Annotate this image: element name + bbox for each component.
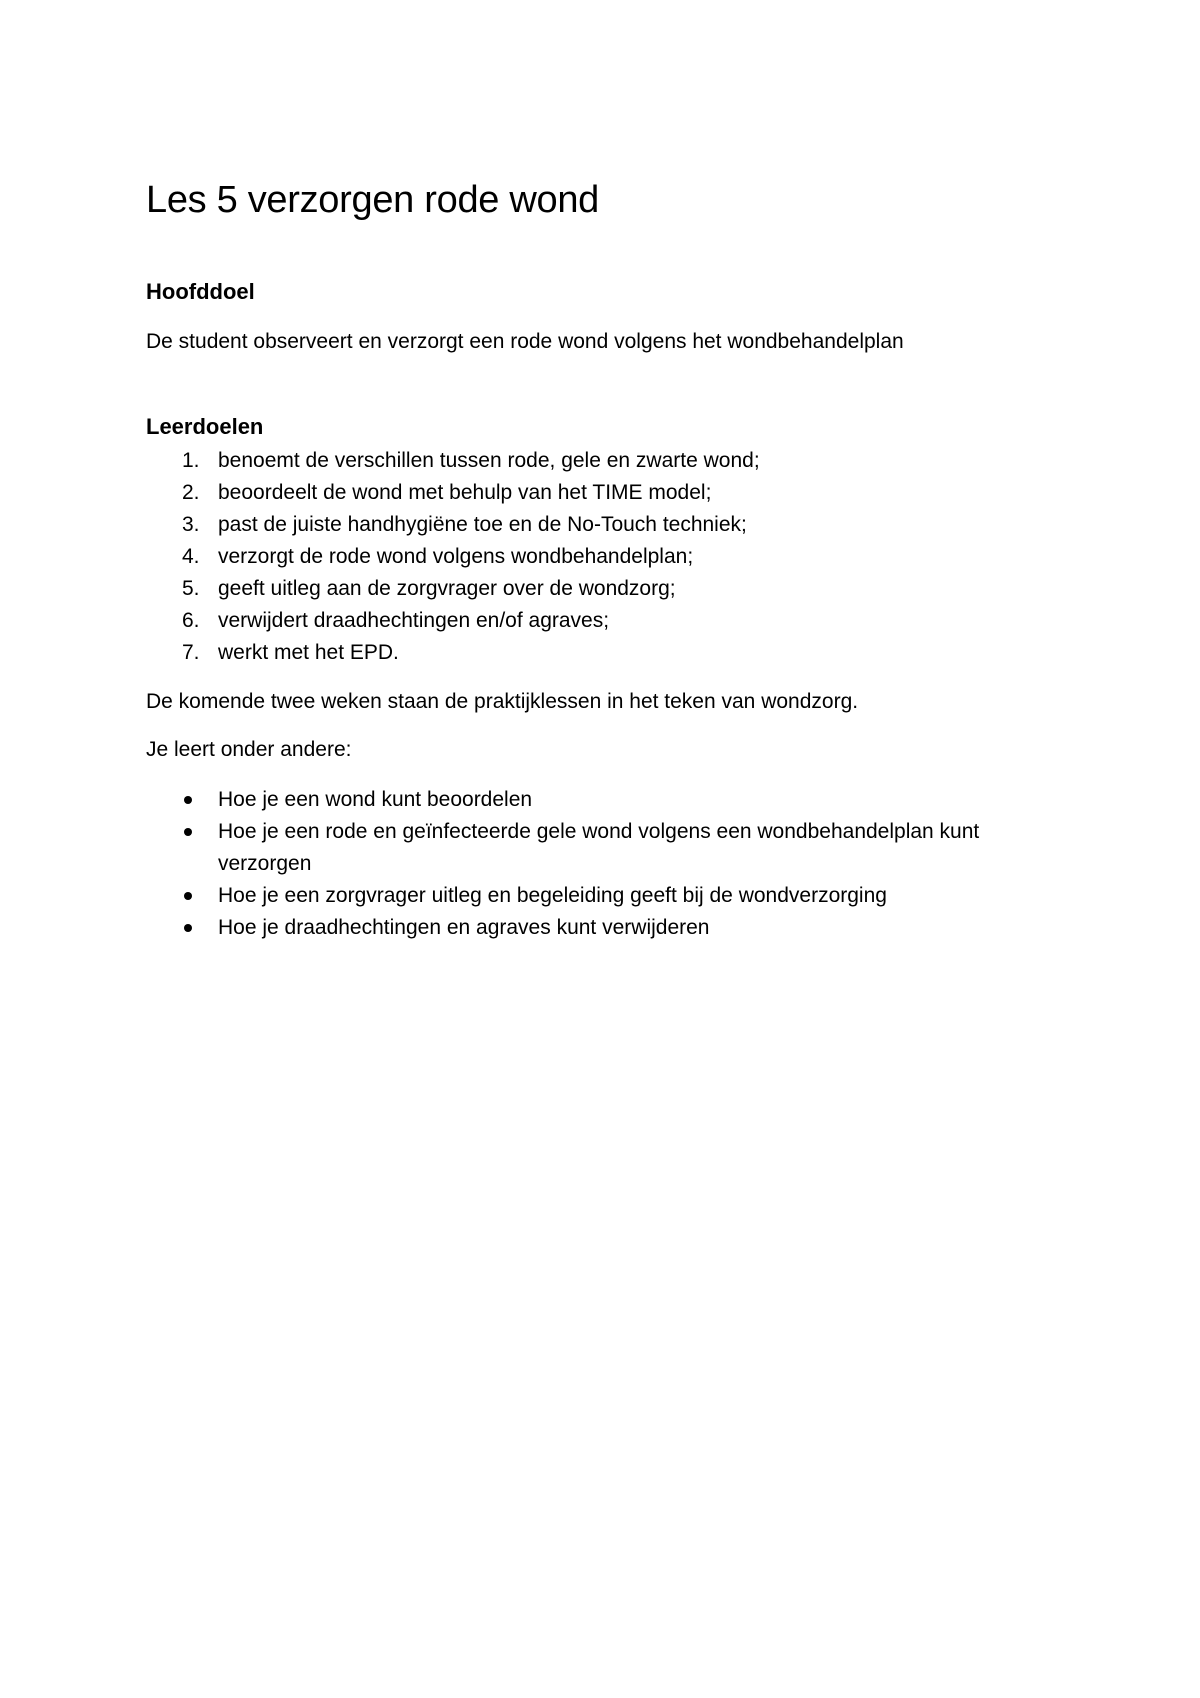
page-title: Les 5 verzorgen rode wond [146,179,600,221]
leerdoel-text: werkt met het EPD. [218,641,399,664]
leerdoel-item [146,605,1046,637]
leert-item [146,912,1046,944]
leert-item [146,784,1046,816]
leerdoel-item [146,477,1046,509]
leerdoel-text: benoemt de verschillen tussen rode, gele en zwarte wond; [218,449,760,472]
leert-list [146,784,1046,944]
leert-item-text: Hoe je draadhechtingen en agraves kunt verwijderen [218,916,710,939]
leerdoel-text: beoordeelt de wond met behulp van het TIME model; [218,481,712,504]
leerdoel-text: verwijdert draadhechtingen en/of agraves; [218,609,610,632]
leerdoelen-heading: Leerdoelen [146,414,264,439]
leerdoel-item [146,573,1046,605]
leerdoel-text: past de juiste handhygiëne toe en de No-Touch techniek; [218,513,747,536]
leerdoel-number: 2. [182,481,200,504]
bullet-icon [184,892,192,900]
leerdoel-number: 7. [182,641,200,664]
hoofddoel-heading: Hoofddoel [146,279,255,304]
leert-item-text: Hoe je een wond kunt beoordelen [218,788,533,811]
document-content [146,170,1046,939]
leert-item-text: Hoe je een zorgvrager uitleg en begeleiding geeft bij de wondverzorging [218,884,887,907]
bullet-icon [184,796,192,804]
leerdoelen-list [146,445,1046,669]
bullet-icon [184,924,192,932]
leerdoel-text: verzorgt de rode wond volgens wondbehandelplan; [218,545,694,568]
bullet-icon [184,828,192,836]
hoofddoel-text: De student observeert en verzorgt een rode wond volgens het wondbehandelplan [146,330,904,353]
leerdoel-item [146,541,1046,573]
leerdoel-number: 5. [182,577,200,600]
leerdoel-number: 1. [182,449,200,472]
leerdoel-number: 3. [182,513,200,536]
komende-text: De komende twee weken staan de praktijklessen in het teken van wondzorg. [146,690,859,713]
leerdoel-item [146,509,1046,541]
leerdoel-number: 4. [182,545,200,568]
leert-item [146,816,1046,880]
leerdoel-item [146,445,1046,477]
leerdoel-number: 6. [182,609,200,632]
leerdoel-text: geeft uitleg aan de zorgvrager over de wondzorg; [218,577,676,600]
leert-item-text: Hoe je een rode en geïnfecteerde gele wond volgens een wondbehandelplan kunt verzorgen [218,820,980,875]
leert-item [146,880,1046,912]
leerdoel-item [146,637,1046,669]
leert-intro: Je leert onder andere: [146,738,352,761]
